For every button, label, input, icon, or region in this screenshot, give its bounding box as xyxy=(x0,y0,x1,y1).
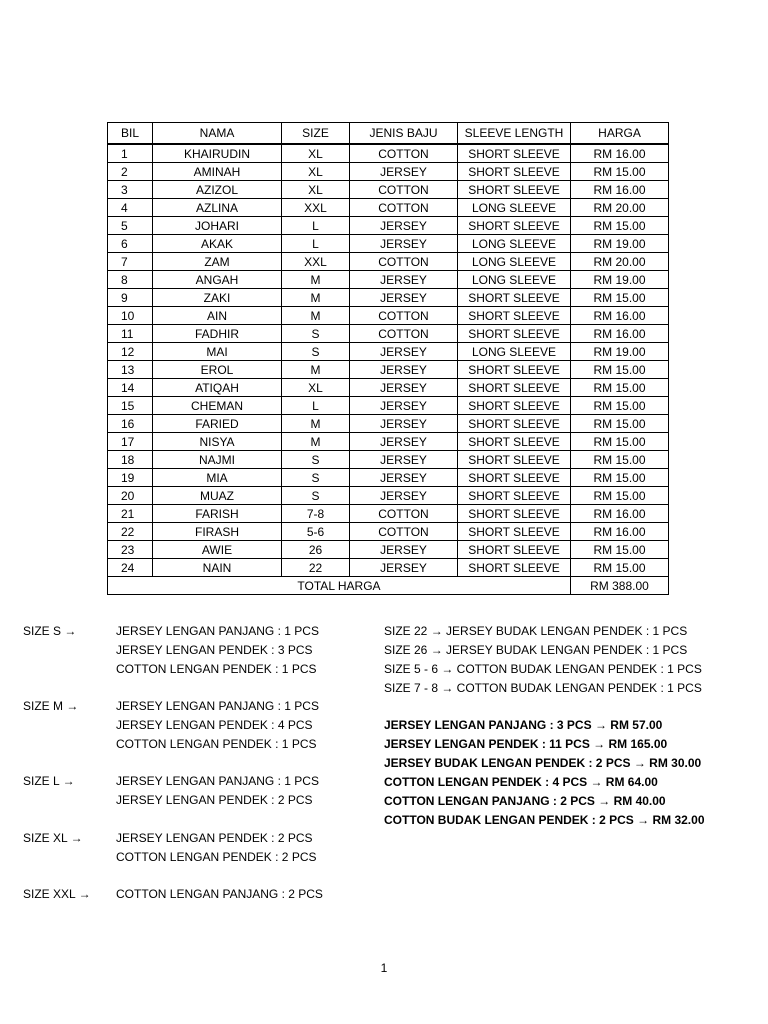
cell-jenis-baju: JERSEY xyxy=(350,379,458,397)
table-row xyxy=(108,487,669,505)
cell-harga: RM 15.00 xyxy=(571,559,669,577)
cell-size: M xyxy=(282,307,350,325)
orders-table xyxy=(107,122,669,595)
cell-size: L xyxy=(282,217,350,235)
cell-nama: JOHARI xyxy=(153,217,282,235)
cell-sleeve-length: SHORT SLEEVE xyxy=(458,144,571,163)
cell-sleeve-length: SHORT SLEEVE xyxy=(458,415,571,433)
cell-nama: AZLINA xyxy=(153,199,282,217)
cell-harga: RM 19.00 xyxy=(571,235,669,253)
table-row xyxy=(108,433,669,451)
price-totals-list xyxy=(384,716,705,830)
size-xxl-list xyxy=(116,885,323,904)
cell-jenis-baju: JERSEY xyxy=(350,289,458,307)
cell-bil: 19 xyxy=(108,469,153,487)
table-row xyxy=(108,415,669,433)
cell-harga: RM 16.00 xyxy=(571,523,669,541)
cell-harga: RM 15.00 xyxy=(571,361,669,379)
cell-bil: 20 xyxy=(108,487,153,505)
table-row xyxy=(108,144,669,163)
cell-size: 26 xyxy=(282,541,350,559)
cell-size: M xyxy=(282,289,350,307)
list-item: COTTON BUDAK LENGAN PENDEK : 2 PCS → RM 32.00 xyxy=(384,813,705,827)
cell-nama: AIN xyxy=(153,307,282,325)
cell-sleeve-length: SHORT SLEEVE xyxy=(458,505,571,523)
cell-sleeve-length: LONG SLEEVE xyxy=(458,199,571,217)
cell-size: S xyxy=(282,451,350,469)
table-row xyxy=(108,181,669,199)
cell-jenis-baju: JERSEY xyxy=(350,451,458,469)
cell-sleeve-length: SHORT SLEEVE xyxy=(458,325,571,343)
cell-sleeve-length: SHORT SLEEVE xyxy=(458,469,571,487)
cell-size: XL xyxy=(282,144,350,163)
table-row xyxy=(108,343,669,361)
list-item: COTTON LENGAN PENDEK : 1 PCS xyxy=(116,662,317,676)
cell-size: S xyxy=(282,487,350,505)
list-item: JERSEY LENGAN PANJANG : 3 PCS → RM 57.00 xyxy=(384,718,663,732)
list-item: COTTON LENGAN PENDEK : 1 PCS xyxy=(116,737,317,751)
cell-size: 5-6 xyxy=(282,523,350,541)
cell-nama: FADHIR xyxy=(153,325,282,343)
list-item: COTTON LENGAN PANJANG : 2 PCS xyxy=(116,887,323,901)
list-item: SIZE 7 - 8 → COTTON BUDAK LENGAN PENDEK : 1 PCS xyxy=(384,681,702,695)
cell-bil: 10 xyxy=(108,307,153,325)
table-row xyxy=(108,469,669,487)
cell-nama: AZIZOL xyxy=(153,181,282,199)
cell-jenis-baju: JERSEY xyxy=(350,415,458,433)
cell-nama: NISYA xyxy=(153,433,282,451)
cell-sleeve-length: SHORT SLEEVE xyxy=(458,217,571,235)
cell-nama: EROL xyxy=(153,361,282,379)
page-number: 1 xyxy=(380,961,388,975)
cell-jenis-baju: JERSEY xyxy=(350,271,458,289)
table-row xyxy=(108,217,669,235)
table-row xyxy=(108,379,669,397)
cell-size: 22 xyxy=(282,559,350,577)
header-sleeve-length: SLEEVE LENGTH xyxy=(458,123,571,145)
cell-nama: MAI xyxy=(153,343,282,361)
cell-sleeve-length: SHORT SLEEVE xyxy=(458,397,571,415)
cell-jenis-baju: JERSEY xyxy=(350,559,458,577)
table-header-row xyxy=(108,123,669,145)
cell-bil: 12 xyxy=(108,343,153,361)
list-item: COTTON LENGAN PENDEK : 2 PCS xyxy=(116,850,317,864)
list-item: COTTON LENGAN PANJANG : 2 PCS → RM 40.00 xyxy=(384,794,666,808)
kids-size-list xyxy=(384,622,702,698)
cell-nama: MUAZ xyxy=(153,487,282,505)
table-row xyxy=(108,559,669,577)
cell-nama: MIA xyxy=(153,469,282,487)
cell-sleeve-length: LONG SLEEVE xyxy=(458,271,571,289)
cell-size: M xyxy=(282,361,350,379)
table-row xyxy=(108,307,669,325)
header-bil: BIL xyxy=(108,123,153,145)
table-body xyxy=(108,144,669,577)
header-harga: HARGA xyxy=(571,123,669,145)
cell-nama: AMINAH xyxy=(153,163,282,181)
total-label: TOTAL HARGA xyxy=(108,577,571,595)
size-xxl-label: SIZE XXL → xyxy=(23,887,91,901)
cell-bil: 18 xyxy=(108,451,153,469)
cell-harga: RM 16.00 xyxy=(571,307,669,325)
cell-nama: ZAM xyxy=(153,253,282,271)
cell-bil: 24 xyxy=(108,559,153,577)
cell-nama: AWIE xyxy=(153,541,282,559)
cell-nama: FIRASH xyxy=(153,523,282,541)
cell-sleeve-length: LONG SLEEVE xyxy=(458,343,571,361)
cell-size: XL xyxy=(282,163,350,181)
cell-jenis-baju: JERSEY xyxy=(350,235,458,253)
total-value: RM 388.00 xyxy=(571,577,669,595)
table-row xyxy=(108,253,669,271)
cell-sleeve-length: SHORT SLEEVE xyxy=(458,541,571,559)
size-m-label: SIZE M → xyxy=(23,699,79,713)
cell-sleeve-length: SHORT SLEEVE xyxy=(458,181,571,199)
cell-bil: 21 xyxy=(108,505,153,523)
list-item: JERSEY LENGAN PENDEK : 4 PCS xyxy=(116,718,313,732)
cell-size: XXL xyxy=(282,253,350,271)
list-item: COTTON LENGAN PENDEK : 4 PCS → RM 64.00 xyxy=(384,775,658,789)
list-item: SIZE 22 → JERSEY BUDAK LENGAN PENDEK : 1 PCS xyxy=(384,624,688,638)
cell-sleeve-length: SHORT SLEEVE xyxy=(458,289,571,307)
cell-harga: RM 15.00 xyxy=(571,415,669,433)
cell-jenis-baju: JERSEY xyxy=(350,433,458,451)
cell-bil: 3 xyxy=(108,181,153,199)
cell-size: L xyxy=(282,235,350,253)
cell-harga: RM 15.00 xyxy=(571,487,669,505)
table-row xyxy=(108,235,669,253)
cell-sleeve-length: SHORT SLEEVE xyxy=(458,163,571,181)
list-item: JERSEY LENGAN PANJANG : 1 PCS xyxy=(116,699,319,713)
list-item: JERSEY LENGAN PANJANG : 1 PCS xyxy=(116,624,319,638)
list-item: SIZE 5 - 6 → COTTON BUDAK LENGAN PENDEK : 1 PCS xyxy=(384,662,702,676)
table-row xyxy=(108,451,669,469)
cell-nama: NAJMI xyxy=(153,451,282,469)
table-row xyxy=(108,541,669,559)
cell-bil: 14 xyxy=(108,379,153,397)
cell-harga: RM 15.00 xyxy=(571,541,669,559)
cell-size: XL xyxy=(282,379,350,397)
cell-sleeve-length: SHORT SLEEVE xyxy=(458,379,571,397)
cell-bil: 15 xyxy=(108,397,153,415)
cell-harga: RM 16.00 xyxy=(571,144,669,163)
cell-jenis-baju: COTTON xyxy=(350,505,458,523)
cell-nama: ANGAH xyxy=(153,271,282,289)
table-row xyxy=(108,505,669,523)
header-size: SIZE xyxy=(282,123,350,145)
cell-bil: 2 xyxy=(108,163,153,181)
cell-size: XL xyxy=(282,181,350,199)
cell-harga: RM 15.00 xyxy=(571,433,669,451)
cell-size: 7-8 xyxy=(282,505,350,523)
cell-jenis-baju: COTTON xyxy=(350,181,458,199)
total-row xyxy=(108,577,669,595)
cell-harga: RM 19.00 xyxy=(571,271,669,289)
list-item: JERSEY LENGAN PENDEK : 3 PCS xyxy=(116,643,313,657)
cell-bil: 13 xyxy=(108,361,153,379)
cell-size: S xyxy=(282,325,350,343)
cell-bil: 17 xyxy=(108,433,153,451)
cell-jenis-baju: JERSEY xyxy=(350,343,458,361)
cell-jenis-baju: COTTON xyxy=(350,523,458,541)
cell-sleeve-length: SHORT SLEEVE xyxy=(458,559,571,577)
cell-nama: FARISH xyxy=(153,505,282,523)
cell-size: L xyxy=(282,397,350,415)
cell-jenis-baju: COTTON xyxy=(350,144,458,163)
cell-sleeve-length: LONG SLEEVE xyxy=(458,253,571,271)
cell-nama: KHAIRUDIN xyxy=(153,144,282,163)
list-item: JERSEY BUDAK LENGAN PENDEK : 2 PCS → RM 30.00 xyxy=(384,756,702,770)
size-s-label: SIZE S → xyxy=(23,624,77,638)
cell-bil: 4 xyxy=(108,199,153,217)
cell-bil: 1 xyxy=(108,144,153,163)
header-nama: NAMA xyxy=(153,123,282,145)
cell-jenis-baju: JERSEY xyxy=(350,397,458,415)
list-item: JERSEY LENGAN PENDEK : 2 PCS xyxy=(116,831,313,845)
cell-harga: RM 20.00 xyxy=(571,199,669,217)
cell-jenis-baju: COTTON xyxy=(350,307,458,325)
header-jenis-baju: JENIS BAJU xyxy=(350,123,458,145)
table-row xyxy=(108,199,669,217)
table-row xyxy=(108,361,669,379)
cell-bil: 22 xyxy=(108,523,153,541)
list-item: JERSEY LENGAN PENDEK : 2 PCS xyxy=(116,793,313,807)
cell-sleeve-length: SHORT SLEEVE xyxy=(458,487,571,505)
table-row xyxy=(108,289,669,307)
cell-nama: ZAKI xyxy=(153,289,282,307)
cell-jenis-baju: JERSEY xyxy=(350,163,458,181)
cell-jenis-baju: JERSEY xyxy=(350,541,458,559)
list-item: SIZE 26 → JERSEY BUDAK LENGAN PENDEK : 1 PCS xyxy=(384,643,688,657)
list-item: JERSEY LENGAN PENDEK : 11 PCS → RM 165.00 xyxy=(384,737,668,751)
cell-sleeve-length: SHORT SLEEVE xyxy=(458,451,571,469)
cell-jenis-baju: COTTON xyxy=(350,325,458,343)
cell-bil: 6 xyxy=(108,235,153,253)
cell-sleeve-length: SHORT SLEEVE xyxy=(458,433,571,451)
table-row xyxy=(108,397,669,415)
cell-jenis-baju: COTTON xyxy=(350,199,458,217)
size-xl-label: SIZE XL → xyxy=(23,831,83,845)
cell-bil: 23 xyxy=(108,541,153,559)
cell-size: M xyxy=(282,271,350,289)
cell-jenis-baju: JERSEY xyxy=(350,469,458,487)
cell-nama: CHEMAN xyxy=(153,397,282,415)
cell-jenis-baju: JERSEY xyxy=(350,217,458,235)
cell-sleeve-length: SHORT SLEEVE xyxy=(458,307,571,325)
table-row xyxy=(108,325,669,343)
table-row xyxy=(108,163,669,181)
cell-nama: FARIED xyxy=(153,415,282,433)
cell-bil: 9 xyxy=(108,289,153,307)
cell-sleeve-length: SHORT SLEEVE xyxy=(458,523,571,541)
cell-nama: AKAK xyxy=(153,235,282,253)
cell-nama: NAIN xyxy=(153,559,282,577)
cell-harga: RM 16.00 xyxy=(571,181,669,199)
cell-harga: RM 15.00 xyxy=(571,217,669,235)
cell-harga: RM 15.00 xyxy=(571,289,669,307)
cell-size: S xyxy=(282,469,350,487)
size-l-list xyxy=(116,772,319,810)
cell-harga: RM 19.00 xyxy=(571,343,669,361)
cell-jenis-baju: JERSEY xyxy=(350,361,458,379)
cell-sleeve-length: SHORT SLEEVE xyxy=(458,361,571,379)
list-item: JERSEY LENGAN PANJANG : 1 PCS xyxy=(116,774,319,788)
cell-size: M xyxy=(282,433,350,451)
cell-harga: RM 15.00 xyxy=(571,163,669,181)
cell-size: S xyxy=(282,343,350,361)
cell-bil: 5 xyxy=(108,217,153,235)
cell-jenis-baju: JERSEY xyxy=(350,487,458,505)
cell-nama: ATIQAH xyxy=(153,379,282,397)
cell-sleeve-length: LONG SLEEVE xyxy=(458,235,571,253)
cell-size: XXL xyxy=(282,199,350,217)
cell-harga: RM 20.00 xyxy=(571,253,669,271)
size-s-list xyxy=(116,622,319,679)
cell-bil: 7 xyxy=(108,253,153,271)
size-l-label: SIZE L → xyxy=(23,774,75,788)
table-row xyxy=(108,271,669,289)
cell-bil: 11 xyxy=(108,325,153,343)
size-xl-list xyxy=(116,829,317,867)
cell-harga: RM 15.00 xyxy=(571,451,669,469)
cell-bil: 8 xyxy=(108,271,153,289)
cell-size: M xyxy=(282,415,350,433)
cell-harga: RM 15.00 xyxy=(571,397,669,415)
size-m-list xyxy=(116,697,319,754)
cell-harga: RM 16.00 xyxy=(571,505,669,523)
cell-harga: RM 15.00 xyxy=(571,379,669,397)
cell-harga: RM 16.00 xyxy=(571,325,669,343)
cell-jenis-baju: COTTON xyxy=(350,253,458,271)
table-row xyxy=(108,523,669,541)
cell-harga: RM 15.00 xyxy=(571,469,669,487)
cell-bil: 16 xyxy=(108,415,153,433)
